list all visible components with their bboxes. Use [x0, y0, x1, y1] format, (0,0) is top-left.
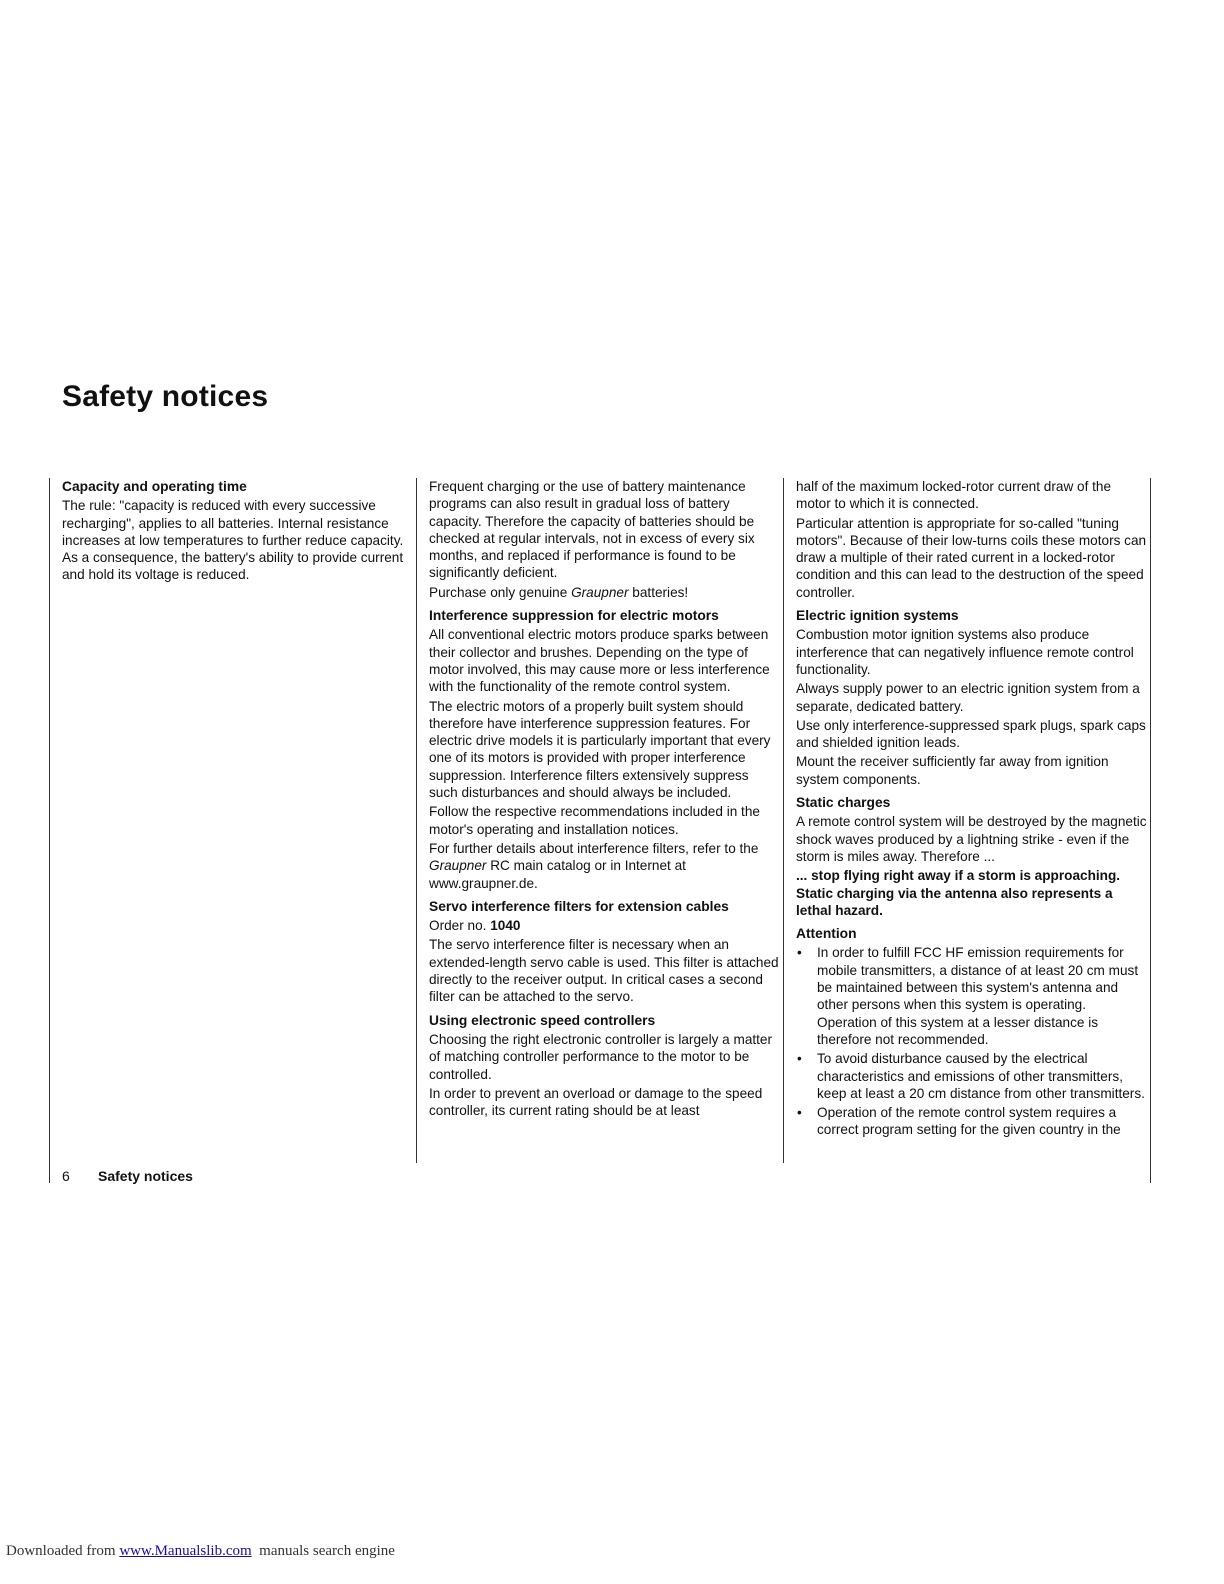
source-text: manuals search engine	[251, 1543, 395, 1559]
paragraph: Mount the receiver sufficiently far away from ignition system components.	[796, 754, 1109, 787]
heading-static-charges: Static charges	[796, 795, 891, 811]
order-label: Order no.	[429, 918, 491, 934]
text: batteries!	[628, 584, 689, 600]
paragraph: Always supply power to an electric ignition system from a separate, dedicated battery.	[796, 681, 1140, 714]
list-item: • Operation of the remote control system requires a correct program setting for the given country in the	[796, 1104, 1148, 1139]
footer-label: Safety notices	[98, 1168, 193, 1184]
column-1	[49, 478, 414, 1163]
brand-name: Graupner	[429, 858, 487, 874]
paragraph: A remote control system will be destroyed by the magnetic shock waves produced by a lightning strike - even if the storm is miles away. Therefore ...	[796, 814, 1147, 864]
source-line	[6, 1543, 395, 1560]
page-title: Safety notices	[62, 380, 269, 413]
brand-name: Graupner	[571, 584, 629, 600]
text: RC main catalog or in Internet at www.graupner.de.	[429, 858, 686, 891]
paragraph: Follow the respective recommendations included in the motor's operating and installation notices.	[429, 804, 760, 837]
order-number: 1040	[490, 918, 521, 934]
paragraph: Frequent charging or the use of battery maintenance programs can also result in gradual loss of battery capacity. Therefore the capacity of batteries should be checked at regular intervals, not in excess of every six months, and replaced if performance is found to be significantly deficient.	[429, 479, 755, 581]
list-item: • To avoid disturbance caused by the electrical characteristics and emissions of other transmitters, keep at least a 20 cm distance from other transmitters.	[796, 1050, 1148, 1102]
paragraph: Particular attention is appropriate for so-called "tuning motors". Because of their low-turns coils these motors can draw a multiple of their rated current in a locked-rotor condition and this can lead to the destruction of the speed controller.	[796, 515, 1147, 600]
paragraph-catalog	[429, 840, 781, 892]
source-text: Downloaded from	[6, 1543, 120, 1559]
paragraph: The rule: "capacity is reduced with every successive recharging", applies to all batteries. Internal resistance increases at low temperatures to further reduce capacity. As a consequence, the battery's ability to provide current and hold its voltage is reduced.	[62, 498, 404, 583]
column-2	[416, 478, 781, 1163]
list-item: • In order to fulfill FCC HF emission requirements for mobile transmitters, a distance of at least 20 cm must be maintained between this system's antenna and other persons when this system is operating. Operation of this system at a lesser distance is therefore not recommended.	[796, 944, 1148, 1048]
heading-servo-filters: Servo interference filters for extension cables	[429, 898, 729, 914]
text: For further details about interference filters, refer to the	[429, 840, 759, 856]
manualslib-link[interactable]: www.Manualslib.com	[119, 1543, 252, 1559]
paragraph: Use only interference-suppressed spark plugs, spark caps and shielded ignition leads.	[796, 717, 1146, 751]
warning-paragraph: ... stop flying right away if a storm is approaching. Static charging via the antenna also represents a lethal hazard.	[796, 868, 1121, 918]
heading-speed-controllers: Using electronic speed controllers	[429, 1012, 656, 1028]
paragraph: All conventional electric motors produce sparks between their collector and brushes. Depending on the type of motor involved, this may cause more or less interference with the functionality of the remote control system.	[429, 627, 770, 695]
page-footer	[62, 1168, 193, 1184]
column-3	[783, 478, 1148, 1163]
heading-electric-ignition: Electric ignition systems	[796, 608, 959, 624]
paragraph: Choosing the right electronic controller is largely a matter of matching controller performance to the motor to be controlled.	[429, 1031, 773, 1082]
heading-attention: Attention	[796, 926, 857, 942]
paragraph: half of the maximum locked-rotor current draw of the motor to which it is connected.	[796, 479, 1112, 512]
text: Purchase only genuine	[429, 584, 572, 600]
paragraph: The servo interference filter is necessary when an extended-length servo cable is used. This filter is attached directly to the receiver output. In critical cases a second filter can be attached to the servo.	[429, 937, 779, 1005]
paragraph: The electric motors of a properly built system should therefore have interference suppression features. For electric drive models it is particularly important that every one of its motors is provided with proper interference suppression. Interference filters extensively suppress such disturbances and should always be included.	[429, 698, 771, 801]
heading-interference-suppression: Interference suppression for electric motors	[429, 608, 719, 624]
footer-divider	[49, 1163, 50, 1183]
paragraph-purchase	[429, 584, 781, 601]
order-number-line	[429, 917, 781, 934]
attention-list	[796, 944, 1148, 1138]
paragraph: In order to prevent an overload or damage to the speed controller, its current rating should be at least	[429, 1085, 763, 1119]
paragraph: Combustion motor ignition systems also produce interference that can negatively influence remote control functionality.	[796, 627, 1134, 677]
heading-capacity: Capacity and operating time	[62, 479, 247, 494]
column-divider	[1150, 478, 1151, 1183]
page-number: 6	[62, 1168, 70, 1184]
